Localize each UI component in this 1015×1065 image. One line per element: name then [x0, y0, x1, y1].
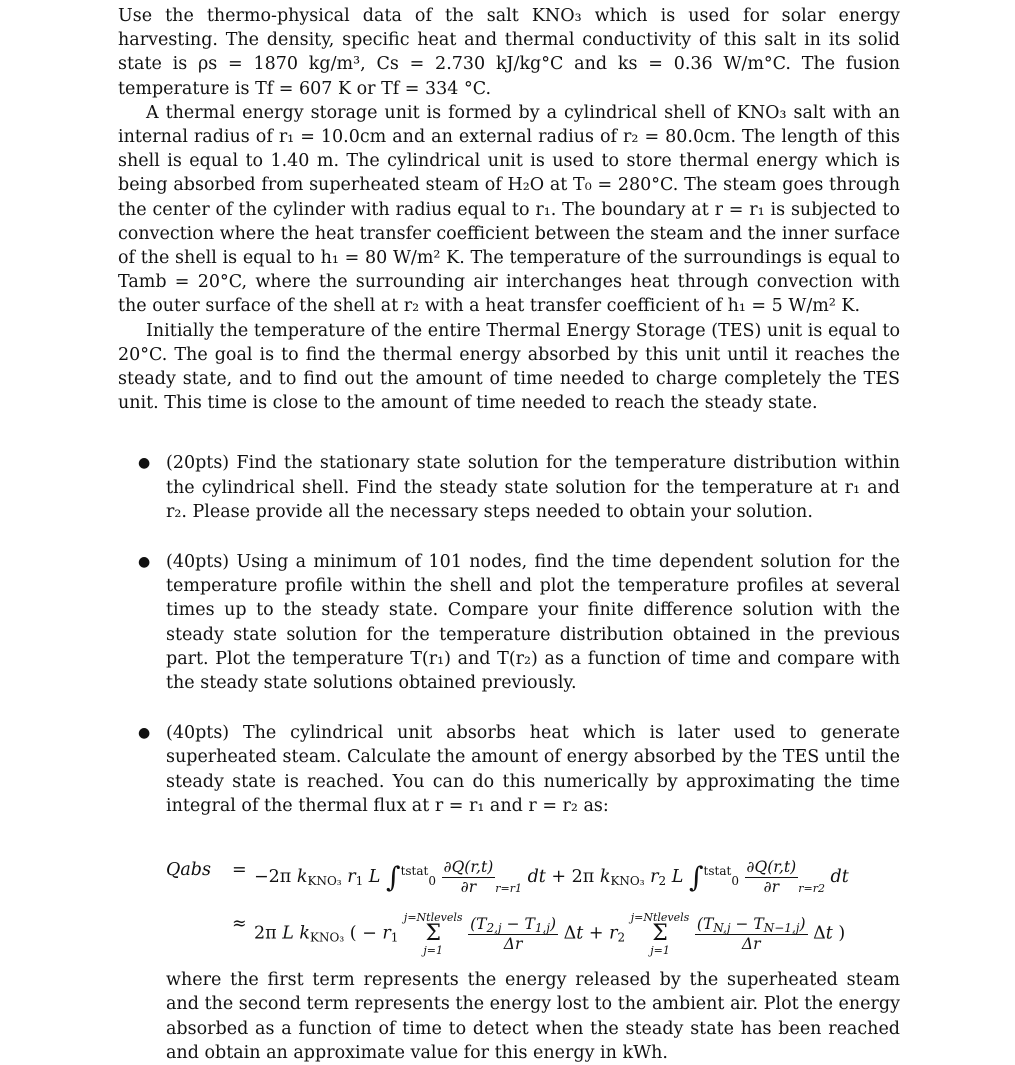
question-item-1 [118, 451, 900, 524]
partial-derivative-1: $\frac{\partial Q(r,t)}{\partial r}$ [443, 858, 494, 897]
evaluate-at-r2: r=r2 [798, 882, 825, 896]
question-text-1: (20pts) Find the stationary state solution for the temperature distribution within the cylindrical shell. Find the steady state solution for the temperature at r₁ and r₂. Please provide all the necessary steps needed to obtain your solution. [166, 453, 900, 522]
intro-paragraph-2: A thermal energy storage unit is formed by a cylindrical shell of KNO₃ salt with an internal radius of r₁ = 10.0cm and an external radius of r₂ = 80.0cm. The length of this shell is equal to 1.40 m. The cylindrical unit is used to store thermal energy which is being absorbed from superheated steam of H₂O at T₀ = 280°C. The steam goes through the center of the cylinder with radius equal to r₁. The boundary at r = r₁ is subjected to convection where the heat transfer coefficient between the steam and the inner surface of the shell is equal to h₁ = 80 W/m² K. The temperature of the surroundings is equal to Tamb = 20°C, where the surrounding air interchanges heat through convection with the outer surface of the shell at r₂ with a heat transfer coefficient of h₁ = 5 W/m² K. [118, 102, 900, 317]
difference-quotient-2: $\frac{(T_{N,j} - T_{N-1,j})}{\Delta r}$ [696, 914, 806, 953]
bullet-icon: ● [138, 725, 151, 742]
lower-limit-1: 0 [428, 874, 436, 889]
question-list [118, 451, 900, 818]
summation-2: j=Ntlevels Σ j=1 [630, 911, 690, 958]
bullet-icon: ● [138, 554, 151, 571]
equation-line-2: 2π L $k_{KNO_3}$ ( − $r_1$ j=Ntlevels Σ j=1 $\frac{(T_{2,j} - T_{1,j})}{\Delta r}$ $\Delta t + r_2$ j=Ntlevels Σ j=1 $\frac{(T_{N,j} - T_{N-1,j})}{\Delta r}$ Δt ) [254, 911, 846, 958]
question-text-3: (40pts) The cylindrical unit absorbs heat which is later used to generate superheated steam. Calculate the amount of energy absorbed by the TES until the steady state is reached. You can do this numerically by approximating the time integral of the thermal flux at r = r₁ and r = r₂ as: [166, 723, 900, 816]
approx-sign: ≈ [232, 914, 247, 935]
question-item-2 [118, 550, 900, 695]
question-item-3 [118, 721, 900, 818]
equals-sign: = [232, 860, 247, 881]
bullet-icon: ● [138, 455, 151, 472]
problem-document [118, 4, 900, 1065]
integral-sign: ∫ [385, 860, 401, 894]
difference-quotient-1: $\frac{(T_{2,j} - T_{1,j})}{\Delta r}$ [470, 914, 557, 953]
energy-equation [166, 842, 900, 960]
intro-paragraph-3: Initially the temperature of the entire Thermal Energy Storage (TES) unit is equal to 20°C. The goal is to find the thermal energy absorbed by this unit until it reaches the steady state, and to find out the amount of time needed to charge completely the TES unit. This time is close to the amount of time needed to reach the steady state. [118, 320, 900, 414]
upper-limit-1: tstat [400, 864, 429, 879]
summation-1: j=Ntlevels Σ j=1 [403, 911, 463, 958]
lower-limit-2: 0 [731, 874, 739, 889]
upper-limit-2: tstat [703, 864, 732, 879]
intro-paragraph-1: Use the thermo-physical data of the salt KNO₃ which is used for solar energy harvesting. The density, specific heat and thermal conductivity of this salt in its solid state is ρs = 1870 kg/m³, Cs = 2.730 kJ/kg°C and ks = 0.36 W/m°C. The fusion temperature is Tf = 607 K or Tf = 334 °C. [118, 6, 900, 99]
evaluate-at-r1: r=r1 [495, 882, 522, 896]
integral-sign: ∫ [688, 860, 704, 894]
closing-paragraph: where the first term represents the energy released by the superheated steam and the second term represents the energy lost to the ambient air. Plot the energy absorbed as a function of time to detect when the steady state has been reached and obtain an approximate value for this energy in kWh. [166, 970, 900, 1063]
equation-lhs: Qabs [166, 860, 211, 881]
partial-derivative-2: $\frac{\partial Q(r,t)}{\partial r}$ [746, 858, 797, 897]
equation-line-1: −2π $k_{KNO_3}$ $r_1$ L ∫$^{tstat}_0$ $\frac{\partial Q(r,t)}{\partial r}$ $_{r=r1}$ dt + 2π $k_{KNO_3}$ $r_2$ L ∫$^{tstat}_0$ $\frac{\partial Q(r,t)}{\partial r}$ $_{r=r2}$ dt [254, 858, 849, 897]
question-text-2: (40pts) Using a minimum of 101 nodes, find the time dependent solution for the temperature profile within the shell and plot the temperature profiles at several times up to the steady state. Compare your finite difference solution with the steady state solution for the temperature distribution obtained in the previous part. Plot the temperature T(r₁) and T(r₂) as a function of time and compare with the steady state solutions obtained previously. [166, 552, 900, 694]
